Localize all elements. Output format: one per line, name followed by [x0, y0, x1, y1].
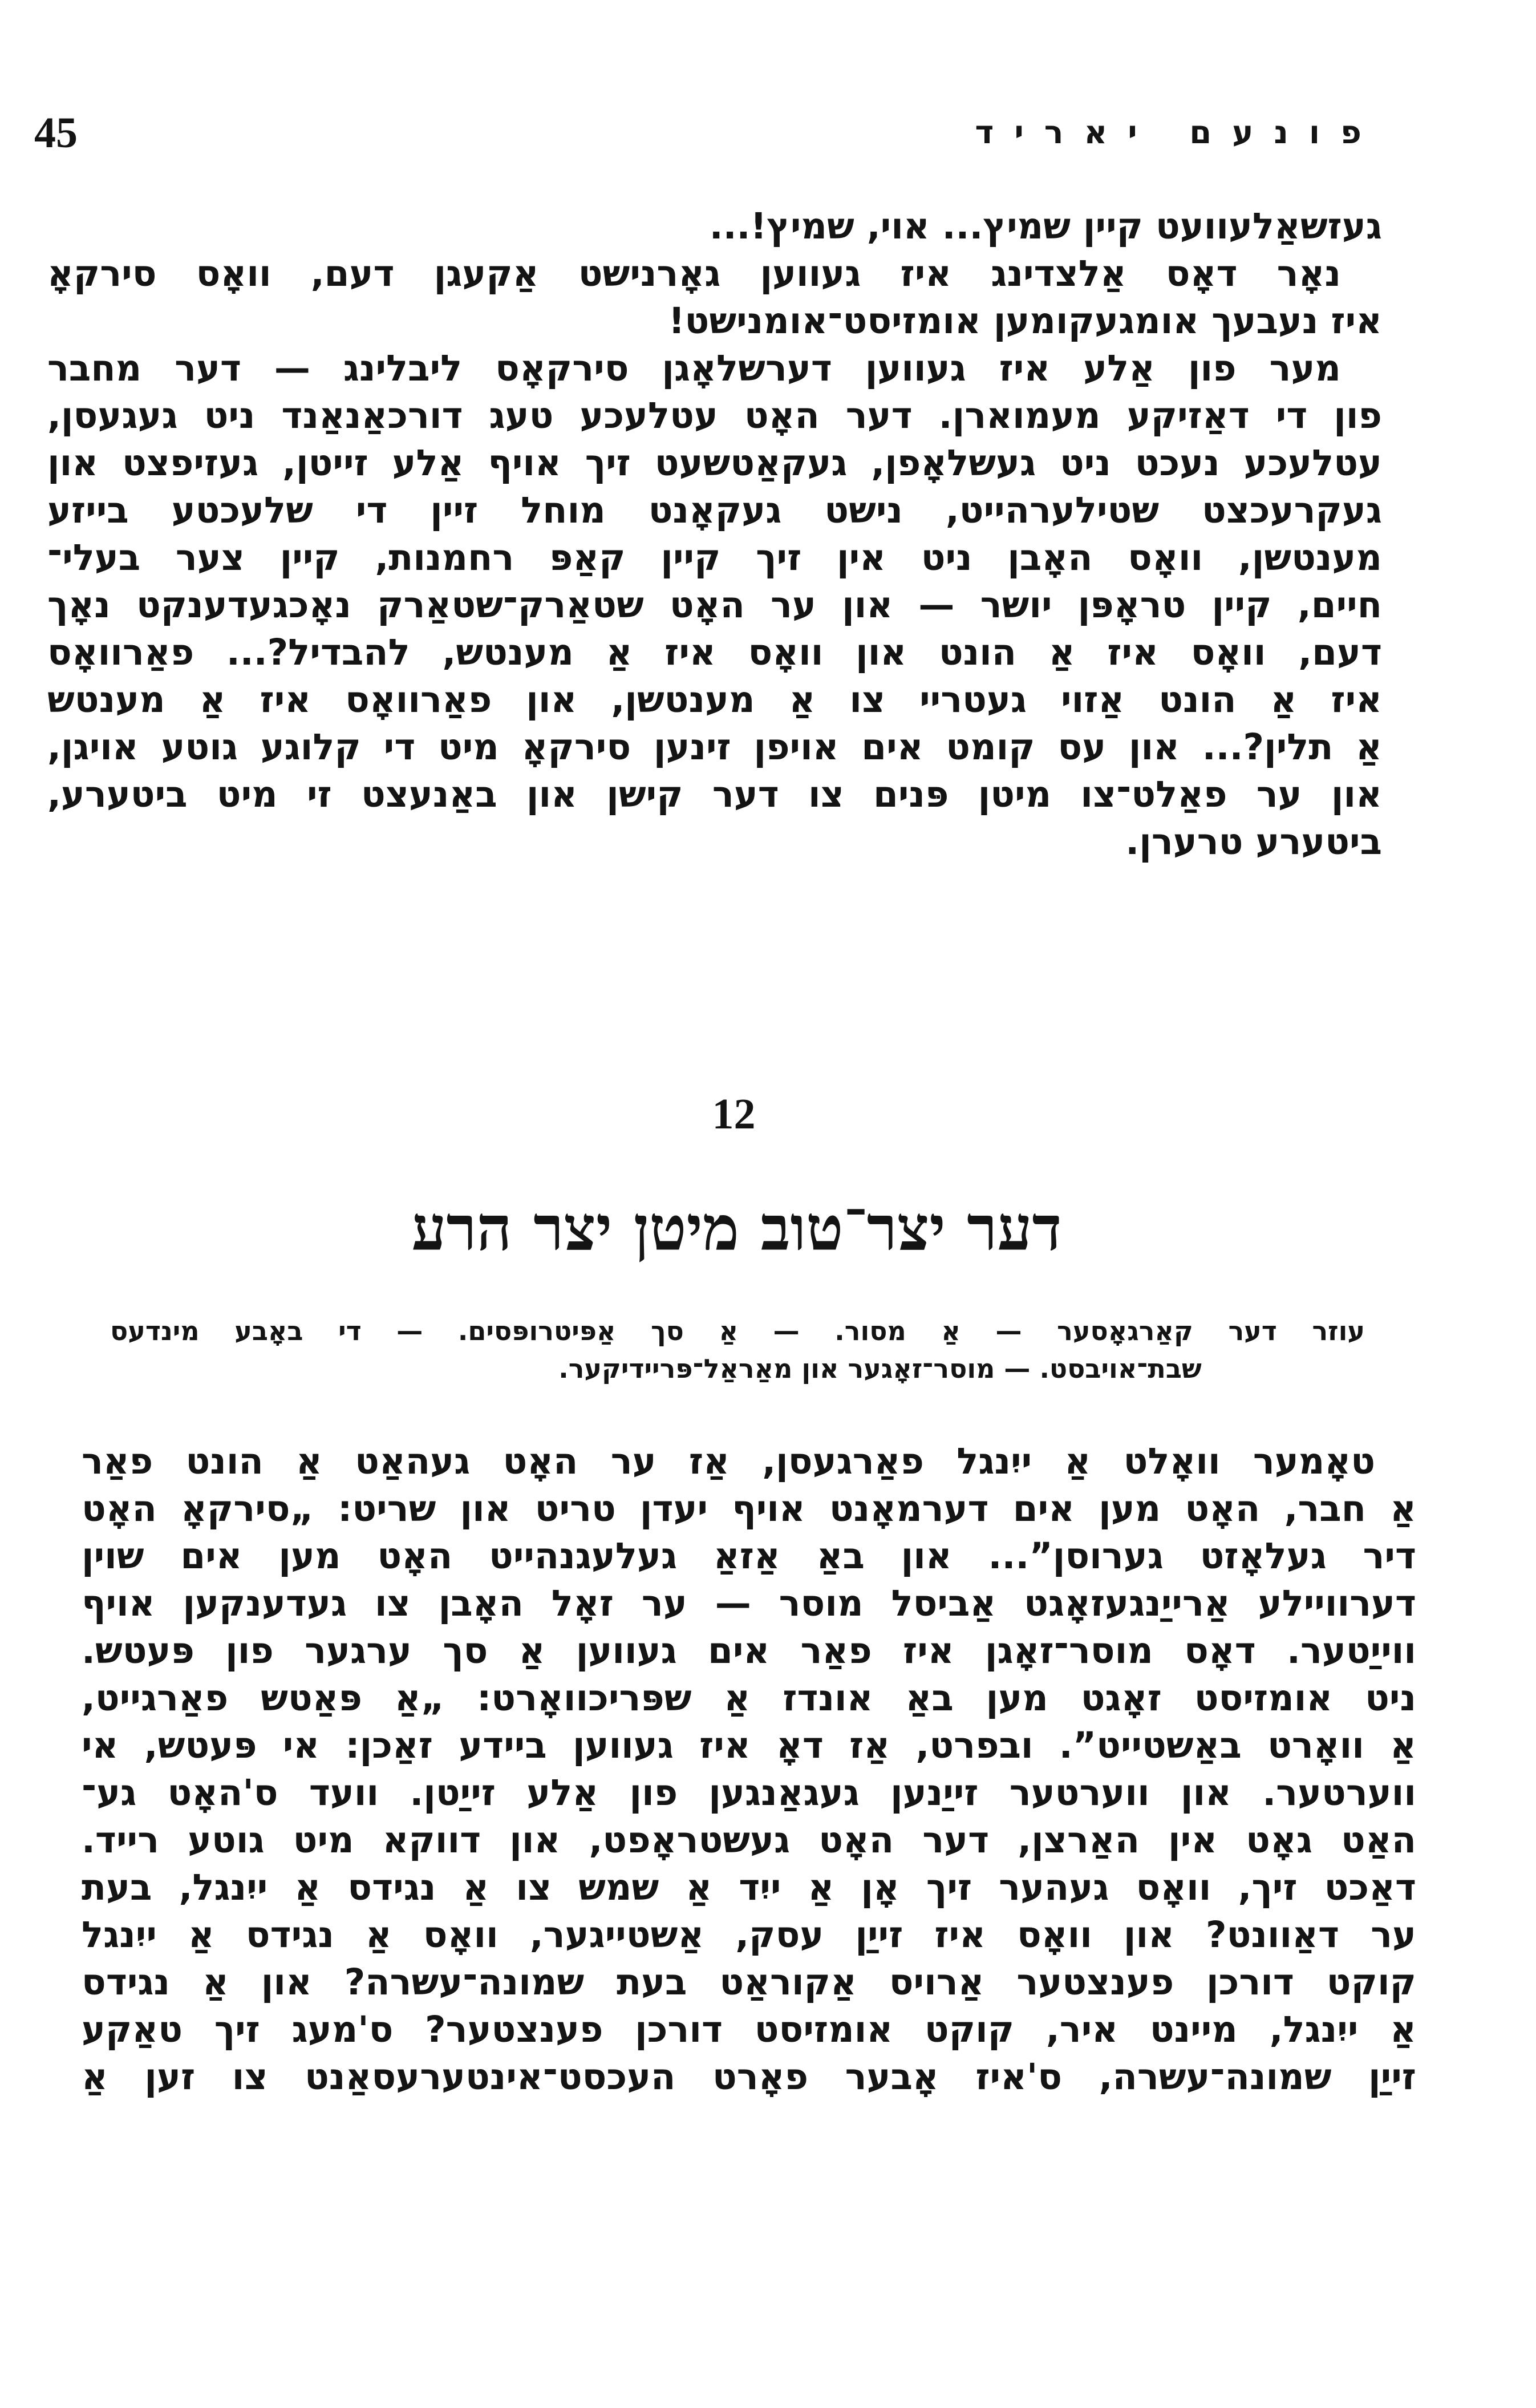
- running-head: פונעם יאריד: [975, 114, 1382, 151]
- section-2-text: [82, 1438, 1416, 2101]
- text-line: איז נעבעך אומגעקומען אומזיסט־אומנישט!: [668, 300, 1382, 342]
- text-line: דערוויילע אַרייַנגעזאָגט אַביסל מוסר — ער זאָל האָבן צו געדענקען אויף: [82, 1583, 1416, 1624]
- text-line: איז אַ הונט אַזוי געטריי צו אַ מענטשן, און פאַרוואָס איז אַ מענטש: [47, 679, 1382, 721]
- text-line: ווערטער. און ווערטער זייַנען געגאַנגען פון אַלע זייַטן. וועד ס'האָט גע־: [82, 1772, 1416, 1814]
- summary-line: עוזר דער קאַרגאָסער — אַ מסור. — אַ סך אַפּיטרופּסים. — די באָבע מינדעס: [110, 1316, 1365, 1346]
- text-line: אַ תלין?... און עס קומט אים אויפן זינען סירקאָ מיט די קלוגע גוטע אויגן,: [47, 726, 1382, 768]
- text-line: דאַכט זיך, וואָס געהער זיך אָן אַ ייִד אַ שמש צו אַ נגידס אַ ייִנגל, בעת: [82, 1867, 1416, 1908]
- text-line: ביטערע טרערן.: [1125, 821, 1382, 863]
- text-line: געקרעכצט שטילערהייט, נישט געקאָנט מוחל זיין די שלעכטע בייזע: [47, 489, 1382, 531]
- text-line: אַ וואָרט באַשטייט”. ובפרט, אַז דאָ איז געווען ביידע זאַכן: אי פּעטש, אי: [82, 1725, 1416, 1766]
- text-line: קוקט דורכן פענצטער אַרויס אַקוראַט בעת שמונה־עשרה? און אַ נגידס: [82, 1961, 1416, 2003]
- text-line: דיר געלאָזט גערוסן”... און באַ אַזאַ געלעגנהייט האָט מען אים שוין: [82, 1535, 1416, 1577]
- section-1-text: [47, 203, 1382, 865]
- text-line: חיים, קיין טראָפּן יושר — און ער האָט שטאַרק־שטאַרק נאָכגעדענקט נאָך: [47, 584, 1382, 626]
- text-line: דעם, וואָס איז אַ הונט און וואָס איז אַ מענטש, להבדיל?... פאַרוואָס: [47, 632, 1382, 673]
- text-line: מענטשן, וואָס האָבן ניט אין זיך קיין קאַפּ רחמנות, קיין צער בעלי־: [47, 537, 1382, 578]
- text-line: האַט גאָט אין האַרצן, דער האָט געשטראָפט, און דווקא מיט גוטע רייד.: [82, 1819, 1416, 1861]
- text-line: פון די דאַזיקע מעמוארן. דער האָט עטלעכע טעג דורכאַנאַנד ניט געגעסן,: [47, 395, 1382, 436]
- text-line: און ער פאַלט־צו מיטן פּנים צו דער קישן און באַנעצט זי מיט ביטערע,: [47, 774, 1382, 815]
- text-line: נאָר דאָס אַלצדינג איז געווען גאָרנישט אַקעגן דעם, וואָס סירקאָ: [47, 253, 1341, 294]
- summary-line: שבת־אויבסט. — מוסר־זאָגער און מאַראַל־פּריידיקער.: [558, 1353, 1202, 1384]
- chapter-number: 12: [712, 1090, 756, 1138]
- text-line: אַ חבר, האָט מען אים דערמאָנט אויף יעדן טריט און שריט: „סירקאָ האָט: [82, 1488, 1416, 1529]
- text-line: ניט אומזיסט זאָגט מען באַ אונדז אַ שפּריכוואָרט: „אַ פּאַטש פאַרגייט,: [82, 1677, 1416, 1719]
- page-number: 45: [34, 109, 78, 157]
- text-line: אַ ייִנגל, מיינט איר, קוקט אומזיסט דורכן פענצטער? ס'מעג זיך טאַקע: [82, 2009, 1416, 2050]
- chapter-title: דער יצר־טוב מיטן יצר הרע: [411, 1193, 1062, 1265]
- text-line: געזשאַלעוועט קיין שמיץ... אוי, שמיץ!...: [709, 205, 1382, 247]
- text-line: זייַן שמונה־עשרה, ס'איז אָבער פאָרט העכסט־אינטערעסאַנט צו זען אַ: [82, 2056, 1416, 2098]
- text-line: ווייַטער. דאָס מוסר־זאָגן איז פאַר אים געווען אַ סך ערגער פון פּעטש.: [82, 1630, 1416, 1672]
- text-line: מער פון אַלע איז געווען דערשלאָגן סירקאָס ליבלינג — דער מחבר: [47, 347, 1341, 389]
- text-line: טאָמער וואָלט אַ ייִנגל פאַרגעסן, אַז ער האָט געהאַט אַ הונט פאַר: [82, 1440, 1375, 1482]
- text-line: ער דאַוונט? און וואָס איז זייַן עסק, אַשטייגער, וואָס אַ נגידס אַ ייִנגל: [82, 1914, 1416, 1956]
- chapter-summary: [110, 1312, 1365, 1387]
- text-line: עטלעכע נעכט ניט געשלאָפן, געקאַטשעט זיך אויף אַלע זייטן, געזיפצט און: [47, 442, 1382, 484]
